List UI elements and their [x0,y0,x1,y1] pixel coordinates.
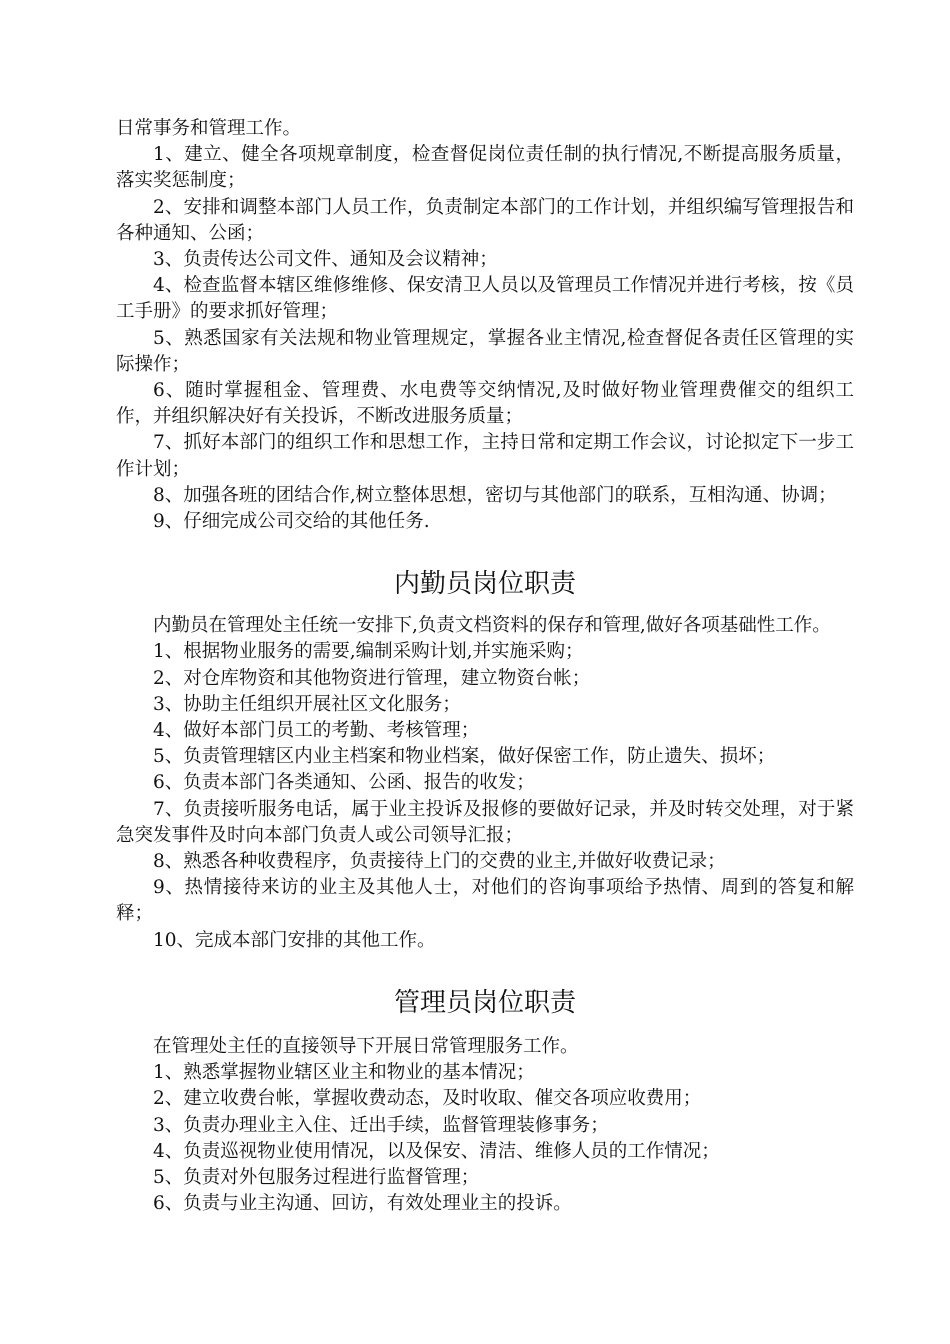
duty-item: 2、安排和调整本部门人员工作，负责制定本部门的工作计划，并组织编写管理报告和各种通知、公函； [116,196,854,244]
duty-item: 9、热情接待来访的业主及其他人士，对他们的咨询事项给予热情、周到的答复和解释； [116,877,854,925]
duty-item: 6、负责与业主沟通、回访，有效处理业主的投诉。 [153,1193,572,1215]
duty-item: 5、负责对外包服务过程进行监督管理； [153,1166,480,1188]
section-administrator-duties [116,985,854,1217]
section-intro: 日常事务和管理工作。 [116,118,302,139]
duty-item: 10、完成本部门安排的其他工作。 [153,929,436,951]
duty-item: 3、协助主任组织开展社区文化服务； [153,693,461,715]
duty-item: 3、负责办理业主入住、迁出手续，监督管理装修事务； [153,1114,609,1136]
duty-item: 5、熟悉国家有关法规和物业管理规定，掌握各业主情况,检查督促各责任区管理的实际操作； [116,327,854,375]
duty-list [116,639,854,953]
document-body [116,116,854,1217]
duty-item: 1、根据物业服务的需要,编制采购计划,并实施采购； [153,641,584,663]
section-manager-duties [116,116,854,535]
duty-item: 2、建立收费台帐，掌握收费动态，及时收取、催交各项应收费用； [153,1088,702,1110]
duty-item: 6、负责本部门各类通知、公函、报告的收发； [153,772,535,794]
duty-item: 2、对仓库物资和其他物资进行管理，建立物资台帐； [153,667,591,689]
duty-item: 3、负责传达公司文件、通知及会议精神； [153,249,498,271]
duty-item: 4、检查监督本辖区维修维修、保安清卫人员以及管理员工作情况并进行考核，按《员工手册》的要求抓好管理； [116,275,854,323]
duty-item: 4、负责巡视物业使用情况，以及保安、清洁、维修人员的工作情况； [153,1140,720,1162]
duty-item: 7、负责接听服务电话，属于业主投诉及报修的要做好记录，并及时转交处理，对于紧急突发事件及时向本部门负责人或公司领导汇报； [116,798,854,846]
duty-item: 1、建立、健全各项规章制度，检查督促岗位责任制的执行情况,不断提高服务质量，落实奖惩制度； [116,144,854,192]
section-intro: 在管理处主任的直接领导下开展日常管理服务工作。 [153,1035,579,1057]
duty-item: 9、仔细完成公司交给的其他任务. [153,511,430,533]
section-title: 内勤员岗位职责 [393,569,576,600]
duty-item: 8、加强各班的团结合作,树立整体思想，密切与其他部门的联系，互相沟通、协调； [153,484,837,506]
duty-item: 6、随时掌握租金、管理费、水电费等交纳情况,及时做好物业管理费催交的组织工作，并组织解决好有关投诉，不断改进服务质量； [116,380,854,428]
section-intro: 内勤员在管理处主任统一安排下,负责文档资料的保存和管理,做好各项基础性工作。 [153,615,831,637]
duty-item: 5、负责管理辖区内业主档案和物业档案，做好保密工作，防止遗失、损坏； [153,746,776,768]
duty-item: 1、熟悉掌握物业辖区业主和物业的基本情况； [153,1062,535,1084]
duty-item: 4、做好本部门员工的考勤、考核管理； [153,720,480,742]
section-clerk-duties [116,566,854,954]
section-title: 管理员岗位职责 [393,987,576,1018]
duty-item: 8、熟悉各种收费程序，负责接待上门的交费的业主,并做好收费记录； [153,851,726,873]
duty-list [116,1060,854,1217]
duty-item: 7、抓好本部门的组织工作和思想工作，主持日常和定期工作会议，讨论拟定下一步工作计划； [116,432,854,480]
duty-list [116,142,854,535]
